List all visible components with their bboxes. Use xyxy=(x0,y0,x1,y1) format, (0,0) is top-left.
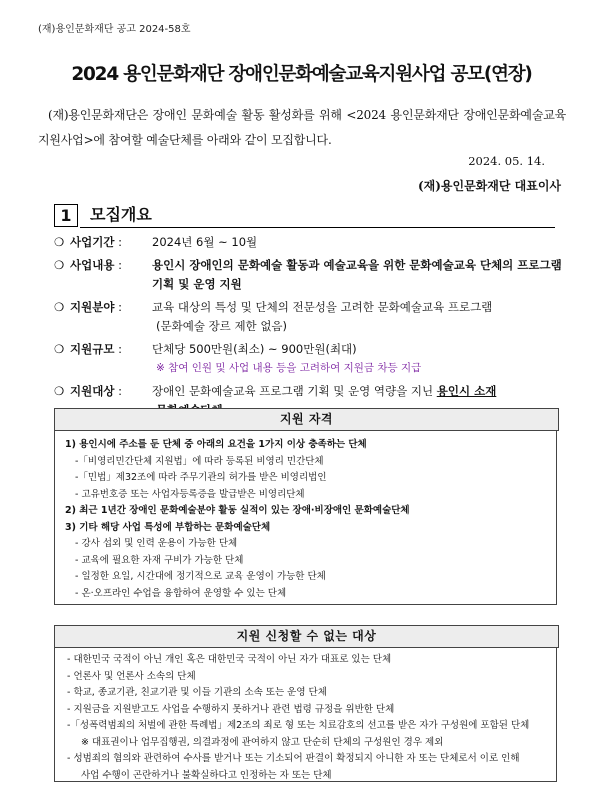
item-label: 지원대상 : xyxy=(70,383,122,398)
item-note: ※ 참여 인원 및 사업 내용 등을 고려하여 지원금 차등 지급 xyxy=(156,362,422,374)
circle-bullet-icon: ❍ xyxy=(54,235,65,249)
list-item: 1) 용인시에 주소를 둔 단체 중 아래의 요건을 1가지 이상 충족하는 단체 xyxy=(65,439,367,450)
list-item: 2) 최근 1년간 장애인 문화예술분야 활동 실적이 있는 장애·비장애인 문화예술단체 xyxy=(65,505,410,516)
item-value: 2024년 6월 ~ 10월 xyxy=(152,235,258,249)
section-number: 1 xyxy=(54,204,78,227)
ineligible-box xyxy=(54,648,557,782)
list-item: - 고유번호증 또는 사업자등록증을 발급받은 비영리단체 xyxy=(75,488,305,500)
list-item-content xyxy=(54,256,569,295)
list-item-scale xyxy=(54,340,569,379)
item-value: 단체당 500만원(최소) ~ 900만원(최대) xyxy=(152,341,357,356)
signature: (재)용인문화재단 대표이사 xyxy=(417,179,561,193)
ineligible-box-title: 지원 신청할 수 없는 대상 xyxy=(54,625,559,648)
eligibility-box-title: 지원 자격 xyxy=(54,408,559,431)
list-item: - 학교, 종교기관, 친교기관 및 이들 기관의 소속 또는 운영 단체 xyxy=(67,687,327,698)
list-item: - 강사 섭외 및 인력 운용이 가능한 단체 xyxy=(75,538,238,549)
list-item: - 대한민국 국적이 아닌 개인 혹은 대한민국 국적이 아닌 자가 대표로 있는 단체 xyxy=(67,654,392,665)
notice-date: 2024. 05. 14. xyxy=(468,154,545,168)
intro-paragraph: (재)용인문화재단은 장애인 문화예술 활동 활성화를 위해 <2024 용인문화재단 장애인문화예술교육지원사업>에 참여할 예술단체를 아래와 같이 모집합니다. xyxy=(38,108,566,147)
list-item: 사업 수행이 곤란하거나 불확실하다고 인정하는 자 또는 단체 xyxy=(81,769,332,781)
item-label: 사업기간 : xyxy=(70,235,122,249)
section-title: 모집개요 xyxy=(90,205,152,224)
item-value: 교육 대상의 특성 및 단체의 전문성을 고려한 문화예술교육 프로그램 xyxy=(152,299,493,314)
list-item: - 온·오프라인 수업을 융합하여 운영할 수 있는 단체 xyxy=(75,587,287,599)
item-label: 지원분야 : xyxy=(70,299,122,314)
item-value-note: (문화예술 장르 제한 없음) xyxy=(156,319,288,333)
notice-number: (재)용인문화재단 공고 2024-58호 xyxy=(38,24,191,35)
overview-list xyxy=(54,233,569,424)
item-label: 지원규모 : xyxy=(70,341,122,356)
circle-bullet-icon: ❍ xyxy=(54,299,65,314)
item-value: 용인시 장애인의 문화예술 활동과 예술교육을 위한 문화예술교육 단체의 프로그램 기획 및 운영 지원 xyxy=(152,257,562,291)
list-item: - 교육에 필요한 자재 구비가 가능한 단체 xyxy=(75,554,244,566)
list-item: 3) 기타 해당 사업 특성에 부합하는 문화예술단체 xyxy=(65,521,271,533)
page-title: 2024 용인문화재단 장애인문화예술교육지원사업 공모(연장) xyxy=(71,64,532,85)
item-value: 장애인 문화예술교육 프로그램 기획 및 운영 역량을 지닌 용인시 소재 xyxy=(152,383,497,398)
list-item-field xyxy=(54,298,569,337)
circle-bullet-icon: ❍ xyxy=(54,383,65,398)
list-item: ※ 대표권이나 업무집행권, 의결과정에 관여하지 않고 단순히 단체의 구성원인 경우 제외 xyxy=(81,736,444,748)
list-item: - 지원금을 지원받고도 사업을 수행하지 못하거나 관련 법령 규정을 위반한 단체 xyxy=(67,703,395,715)
list-item: - 언론사 및 언론사 소속의 단체 xyxy=(67,670,196,682)
list-item: -「성폭력범죄의 처벌에 관한 특례법」제2조의 죄로 형 또는 치료감호의 선고를 받은 자가 구성원에 포함된 단체 xyxy=(67,720,530,731)
list-item: - 성범죄의 혐의와 관련하여 수사를 받거나 또는 기소되어 판결이 확정되지 아니한 자 또는 단체로서 이로 인해 xyxy=(67,753,520,764)
circle-bullet-icon: ❍ xyxy=(54,257,65,272)
list-item: -「비영리민간단체 지원법」에 따라 등록된 비영리 민간단체 xyxy=(75,455,324,467)
eligibility-box xyxy=(54,431,557,605)
item-label: 사업내용 : xyxy=(70,257,122,272)
section-divider xyxy=(80,227,555,228)
list-item-period xyxy=(54,233,569,253)
circle-bullet-icon: ❍ xyxy=(54,341,65,356)
list-item: -「민법」제32조에 따라 주무기관의 허가를 받은 비영리법인 xyxy=(75,472,327,483)
list-item: - 일정한 요일, 시간대에 정기적으로 교육 운영이 가능한 단체 xyxy=(75,571,326,582)
